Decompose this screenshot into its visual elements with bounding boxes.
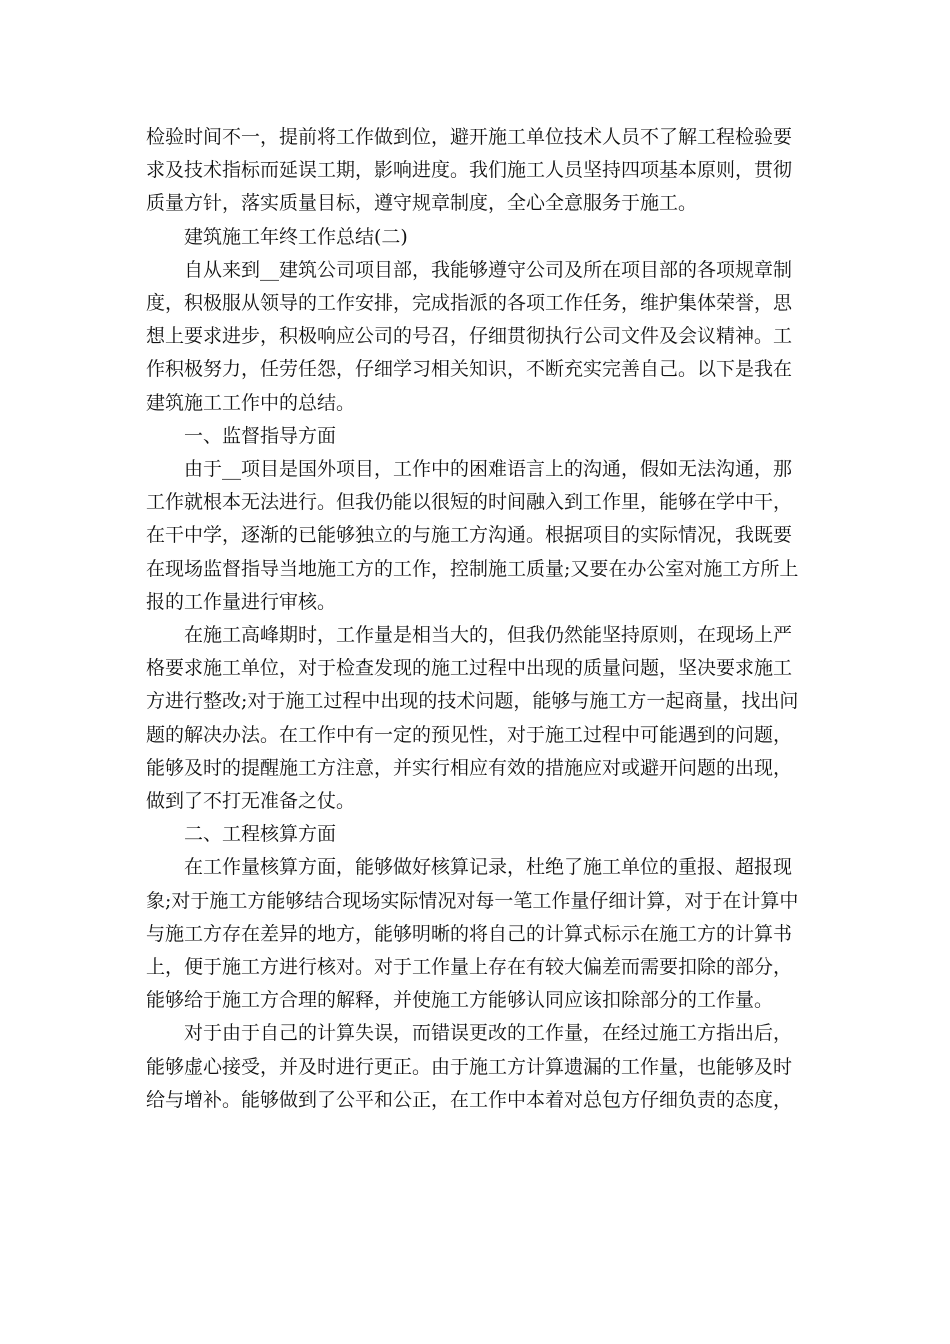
text-line: 度，积极服从领导的工作安排，完成指派的各项工作任务，维护集体荣誉，思 [146, 292, 793, 315]
text-line: 做到了不打无准备之仗。 [146, 790, 356, 813]
text-line: 作积极努力，任劳任怨，仔细学习相关知识，不断充实完善自己。以下是我在 [146, 358, 793, 381]
text-line: 对于由于自己的计算失误，而错误更改的工作量，在经过施工方指出后， [184, 1022, 793, 1045]
text-line: 在工作量核算方面，能够做好核算记录，杜绝了施工单位的重报、超报现 [184, 856, 793, 879]
paragraph-supervision-2 [146, 619, 810, 818]
text-line: 求及技术指标而延误工期，影响进度。我们施工人员坚持四项基本原则，贯彻 [146, 159, 793, 182]
text-line: 在现场监督指导当地施工方的工作，控制施工质量;又要在办公室对施工方所上 [146, 557, 799, 580]
text-line: 与施工方存在差异的地方，能够明晰的将自己的计算式标示在施工方的计算书 [146, 922, 793, 945]
heading-text: 建筑施工年终工作总结(二) [184, 225, 408, 248]
text-line: 由于__项目是国外项目，工作中的困难语言上的沟通，假如无法沟通，那 [184, 458, 793, 481]
text-line: 上，便于施工方进行核对。对于工作量上存在有较大偏差而需要扣除的部分， [146, 956, 793, 979]
heading-text: 一、监督指导方面 [184, 424, 337, 447]
subsection-heading-supervision [146, 420, 810, 453]
text-line: 在施工高峰期时，工作量是相当大的，但我仍然能坚持原则，在现场上严 [184, 624, 793, 647]
text-line: 在干中学，逐渐的已能够独立的与施工方沟通。根据项目的实际情况，我既要 [146, 524, 793, 547]
text-line: 建筑施工工作中的总结。 [146, 391, 356, 414]
text-line: 题的解决办法。在工作中有一定的预见性，对于施工过程中可能遇到的问题， [146, 723, 793, 746]
paragraph-supervision-1 [146, 453, 810, 619]
text-line: 想上要求进步，积极响应公司的号召，仔细贯彻执行公司文件及会议精神。工 [146, 325, 793, 348]
text-line: 能够及时的提醒施工方注意，并实行相应有效的措施应对或避开问题的出现， [146, 756, 793, 779]
text-line: 给与增补。能够做到了公平和公正，在工作中本着对总包方仔细负责的态度， [146, 1088, 793, 1111]
text-line: 工作就根本无法进行。但我仍能以很短的时间融入到工作里，能够在学中干， [146, 491, 793, 514]
paragraph-intro [146, 121, 810, 221]
text-line: 象;对于施工方能够结合现场实际情况对每一笔工作量仔细计算，对于在计算中 [146, 889, 799, 912]
paragraph-opening [146, 254, 810, 420]
document-page [146, 121, 810, 1117]
section-title [146, 221, 810, 254]
text-line: 自从来到__建筑公司项目部，我能够遵守公司及所在项目部的各项规章制 [184, 258, 793, 281]
heading-text: 二、工程核算方面 [184, 823, 337, 846]
text-line: 格要求施工单位，对于检查发现的施工过程中出现的质量问题，坚决要求施工 [146, 657, 793, 680]
paragraph-accounting-2 [146, 1017, 810, 1117]
text-line: 方进行整改;对于施工过程中出现的技术问题，能够与施工方一起商量，找出问 [146, 690, 799, 713]
paragraph-accounting-1 [146, 851, 810, 1017]
text-line: 能够给于施工方合理的解释，并使施工方能够认同应该扣除部分的工作量。 [146, 989, 774, 1012]
text-line: 质量方针，落实质量目标，遵守规章制度，全心全意服务于施工。 [146, 192, 698, 215]
text-line: 报的工作量进行审核。 [146, 590, 337, 613]
text-line: 能够虚心接受，并及时进行更正。由于施工方计算遗漏的工作量，也能够及时 [146, 1055, 793, 1078]
subsection-heading-accounting [146, 818, 810, 851]
text-line: 检验时间不一，提前将工作做到位，避开施工单位技术人员不了解工程检验要 [146, 126, 793, 148]
